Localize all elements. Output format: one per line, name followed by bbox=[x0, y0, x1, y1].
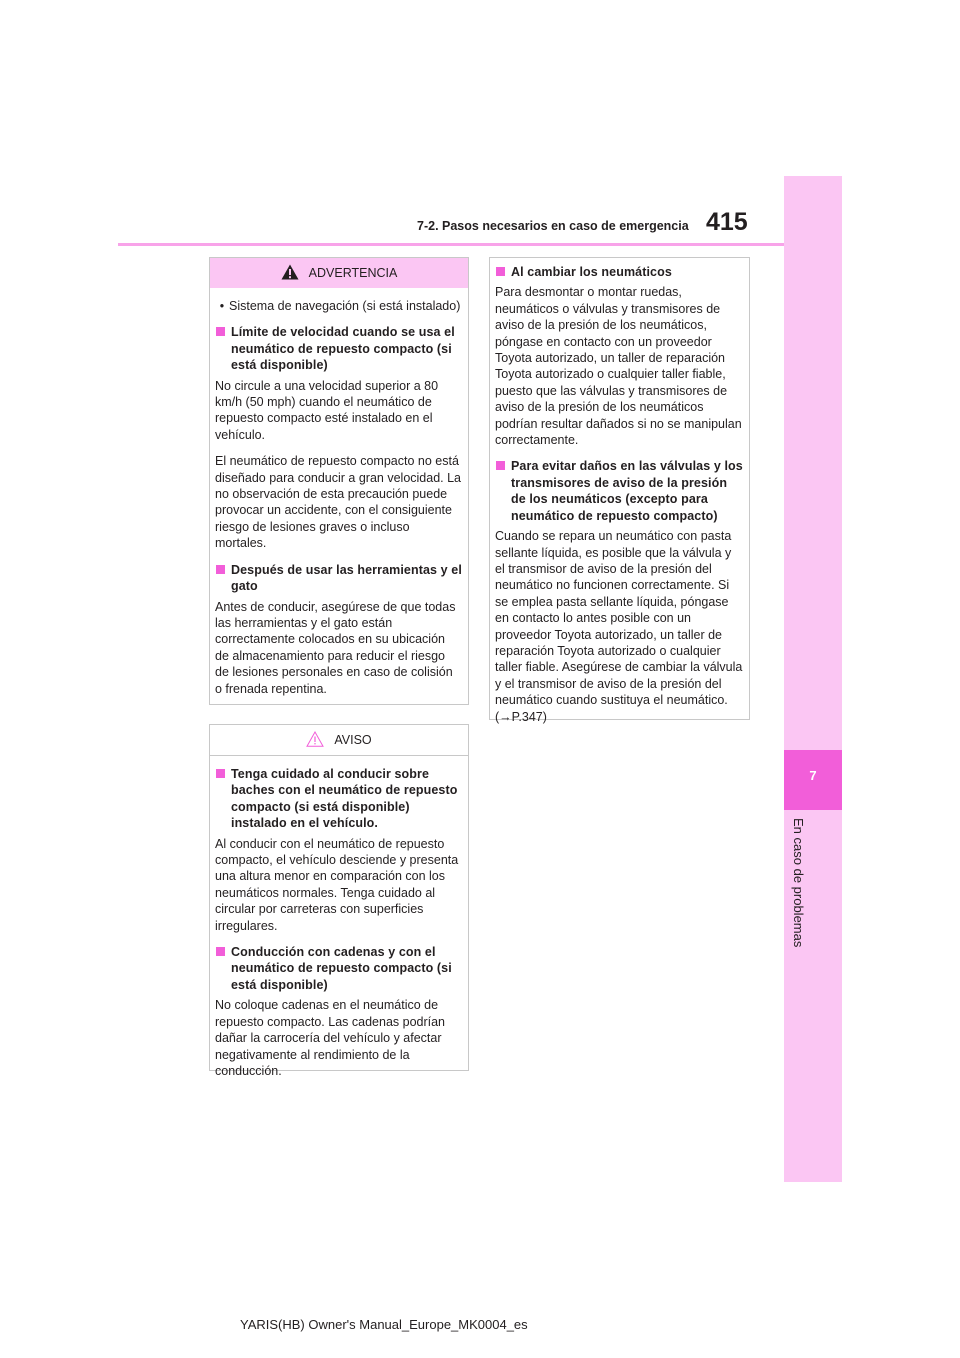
square-bullet-icon bbox=[496, 267, 505, 276]
paragraph: Antes de conducir, asegúrese de que todas las herramientas y el gato están correctamente colocados en su ubicación de almacenamiento para reducir el riesgo de lesiones personales en caso de colisión o frenada repentina. bbox=[215, 599, 456, 696]
square-bullet-icon bbox=[216, 769, 225, 778]
paragraph: No coloque cadenas en el neumático de repuesto compacto. Las cadenas podrían dañar la carrocería del vehículo y afectar negativamente al rendimiento de la conducción. bbox=[215, 998, 446, 1078]
square-bullet-icon bbox=[496, 461, 505, 470]
warning-box-header bbox=[210, 258, 468, 288]
square-bullet-icon bbox=[216, 565, 225, 574]
warning-box bbox=[209, 257, 469, 705]
notice-box-header bbox=[210, 725, 468, 756]
section-heading: Al cambiar los neumáticos bbox=[495, 264, 743, 280]
section-heading: Tenga cuidado al conducir sobre baches con el neumático de repuesto compacto (si está disponible) instalado en el vehículo. bbox=[215, 766, 462, 832]
warning-triangle-outline-icon bbox=[306, 731, 324, 750]
section-heading: Límite de velocidad cuando se usa el neumático de repuesto compacto (si está disponible) bbox=[215, 324, 462, 373]
paragraph: No circule a una velocidad superior a 80 km/h (50 mph) cuando el neumático de repuesto compacto esté instalado en el vehículo. bbox=[215, 378, 439, 442]
warning-box-title: ADVERTENCIA bbox=[308, 266, 398, 280]
notice-box bbox=[209, 724, 469, 1078]
footer-text: YARIS(HB) Owner's Manual_Europe_MK0004_es bbox=[240, 1317, 528, 1332]
square-bullet-icon bbox=[216, 327, 225, 336]
section-title: 7-2. Pasos necesarios en caso de emergencia bbox=[417, 219, 689, 233]
list-item: • Sistema de navegación (si está instalado) bbox=[219, 299, 461, 313]
section-heading: Conducción con cadenas y con el neumático de repuesto compacto (si está disponible) bbox=[215, 944, 462, 993]
header-rule bbox=[118, 243, 784, 246]
page-number: 415 bbox=[706, 208, 748, 236]
section-heading: Para evitar daños en las válvulas y los transmisores de aviso de la presión de los neumáticos (excepto para neumático de repuesto compacto) bbox=[495, 458, 743, 524]
chapter-title: En caso de problemas bbox=[791, 818, 806, 948]
square-bullet-icon bbox=[216, 947, 225, 956]
paragraph: Cuando se repara un neumático con pasta sellante líquida, es posible que la válvula y el transmisor de aviso de la presión del neumático no funcionen correctamente. Si se emplea pasta sellante líquida, póngase en contacto lo antes posible con un proveedor Toyota autorizado, un taller de reparación Toyota autorizado o cualquier taller fiable. Asegúrese de cambiar la válvula y el transmisor de aviso de la presión del neumático cuando sustituya el neumático. (→P.347) bbox=[495, 529, 743, 724]
paragraph: Para desmontar o montar ruedas, neumáticos o válvulas y transmisores de aviso de la presión de los neumáticos, póngase en contacto con un proveedor Toyota autorizado, un taller de reparación Toyota autorizado o cualquier taller fiable, puesto que las válvulas y transmisores de aviso de la presión de los neumáticos podrían resultar dañados si no se manipulan correctamente. bbox=[495, 285, 742, 448]
bullet-text: Sistema de navegación (si está instalado) bbox=[229, 299, 461, 313]
section-heading: Después de usar las herramientas y el gato bbox=[215, 562, 462, 595]
info-box bbox=[489, 257, 750, 724]
chapter-number: 7 bbox=[809, 768, 817, 783]
notice-box-title: AVISO bbox=[334, 733, 372, 747]
warning-triangle-filled-icon bbox=[281, 264, 299, 283]
paragraph: El neumático de repuesto compacto no está diseñado para conducir a gran velocidad. La no observación de esta precaución puede provocar un accidente, con el consiguiente riesgo de lesiones graves o incluso mortales. bbox=[215, 454, 462, 551]
paragraph: Al conducir con el neumático de repuesto compacto, el vehículo desciende y presenta una altura menor en comparación con los neumáticos normales. Tenga cuidado al circular por carreteras con superficies irregulares. bbox=[215, 836, 459, 933]
